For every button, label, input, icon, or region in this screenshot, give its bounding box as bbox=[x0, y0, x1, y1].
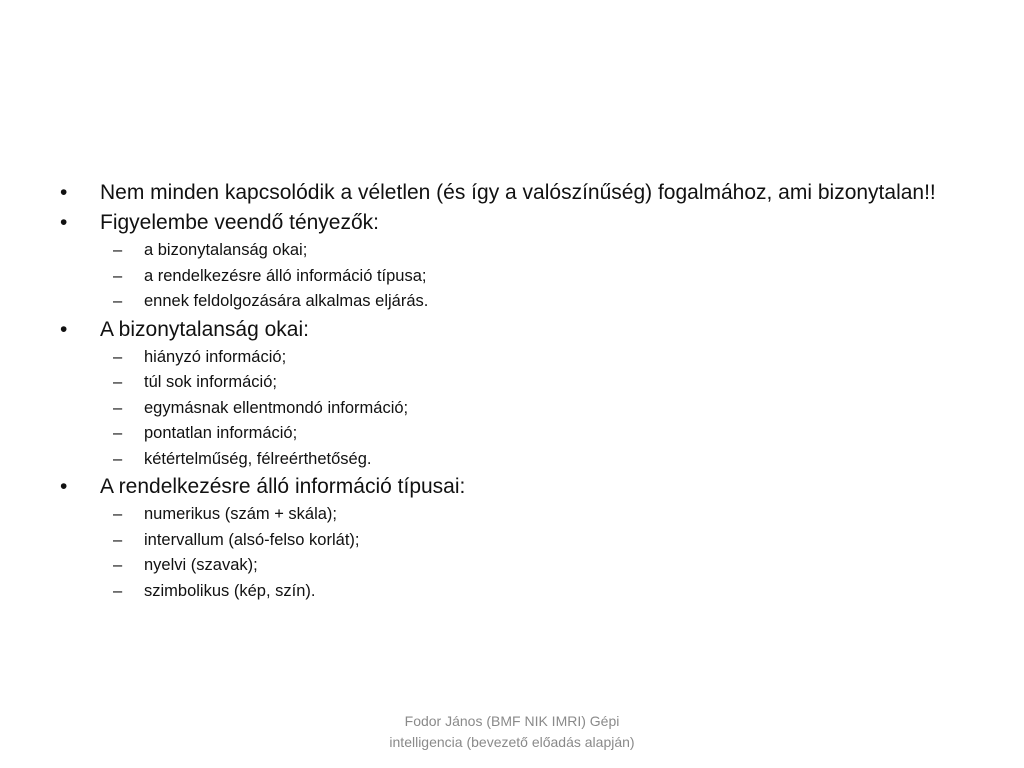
slide-body bbox=[60, 180, 960, 606]
sub-text: numerikus (szám + skála); bbox=[144, 505, 338, 523]
slide-footer bbox=[362, 711, 662, 753]
sub-text: túl sok információ; bbox=[144, 373, 277, 391]
sub-item bbox=[60, 504, 960, 524]
sub-item bbox=[60, 423, 960, 443]
sub-text: kétértelműség, félreérthetőség. bbox=[144, 449, 372, 468]
sub-item bbox=[60, 449, 960, 469]
bullet-text: Figyelembe veendő tényezők: bbox=[100, 211, 379, 234]
bullet-marker-icon: • bbox=[60, 181, 68, 204]
sub-text: ennek feldolgozására alkalmas eljárás. bbox=[144, 292, 429, 310]
sub-text: szimbolikus (kép, szín). bbox=[144, 581, 316, 600]
bullet-item bbox=[60, 180, 960, 205]
bullet-marker-icon: • bbox=[60, 211, 68, 234]
bullet-marker-icon: • bbox=[60, 475, 68, 498]
bullet-text: A bizonytalanság okai: bbox=[100, 317, 309, 341]
sub-text: intervallum (alsó-felso korlát); bbox=[144, 530, 360, 549]
sub-item bbox=[60, 530, 960, 550]
bullet-text: Nem minden kapcsolódik a véletlen (és így a valószínűség) fogalmához, ami bizonytalan!! bbox=[100, 181, 936, 204]
dash-marker-icon: – bbox=[113, 449, 123, 468]
bullet-marker-icon: • bbox=[60, 317, 68, 341]
sub-text: a rendelkezésre álló információ típusa; bbox=[144, 266, 427, 285]
sub-list bbox=[60, 347, 960, 469]
dash-marker-icon: – bbox=[113, 424, 123, 442]
dash-marker-icon: – bbox=[113, 373, 123, 391]
sub-item bbox=[60, 347, 960, 367]
dash-marker-icon: – bbox=[113, 292, 123, 310]
sub-item bbox=[60, 581, 960, 601]
footer-line-1: Fodor János (BMF NIK IMRI) Gépi bbox=[404, 713, 620, 729]
dash-marker-icon: – bbox=[113, 266, 123, 285]
dash-marker-icon: – bbox=[113, 505, 123, 523]
sub-list bbox=[60, 504, 960, 601]
sub-text: pontatlan információ; bbox=[144, 424, 298, 442]
sub-item bbox=[60, 291, 960, 311]
dash-marker-icon: – bbox=[113, 398, 123, 417]
bullet-item bbox=[60, 210, 960, 235]
sub-text: a bizonytalanság okai; bbox=[144, 241, 308, 259]
bullet-item bbox=[60, 317, 960, 342]
sub-item bbox=[60, 240, 960, 260]
sub-item bbox=[60, 266, 960, 286]
sub-item bbox=[60, 398, 960, 418]
sub-item bbox=[60, 372, 960, 392]
sub-text: egymásnak ellentmondó információ; bbox=[144, 398, 409, 417]
sub-text: hiányzó információ; bbox=[144, 347, 287, 366]
dash-marker-icon: – bbox=[113, 581, 123, 600]
dash-marker-icon: – bbox=[113, 241, 123, 259]
sub-item bbox=[60, 555, 960, 575]
sub-text: nyelvi (szavak); bbox=[144, 556, 258, 574]
bullet-text: A rendelkezésre álló információ típusai: bbox=[100, 475, 466, 498]
footer-line-2: intelligencia (bevezető előadás alapján) bbox=[389, 734, 635, 750]
sub-list bbox=[60, 240, 960, 311]
dash-marker-icon: – bbox=[113, 347, 123, 366]
bullet-item bbox=[60, 474, 960, 499]
dash-marker-icon: – bbox=[113, 530, 123, 549]
dash-marker-icon: – bbox=[113, 556, 123, 574]
